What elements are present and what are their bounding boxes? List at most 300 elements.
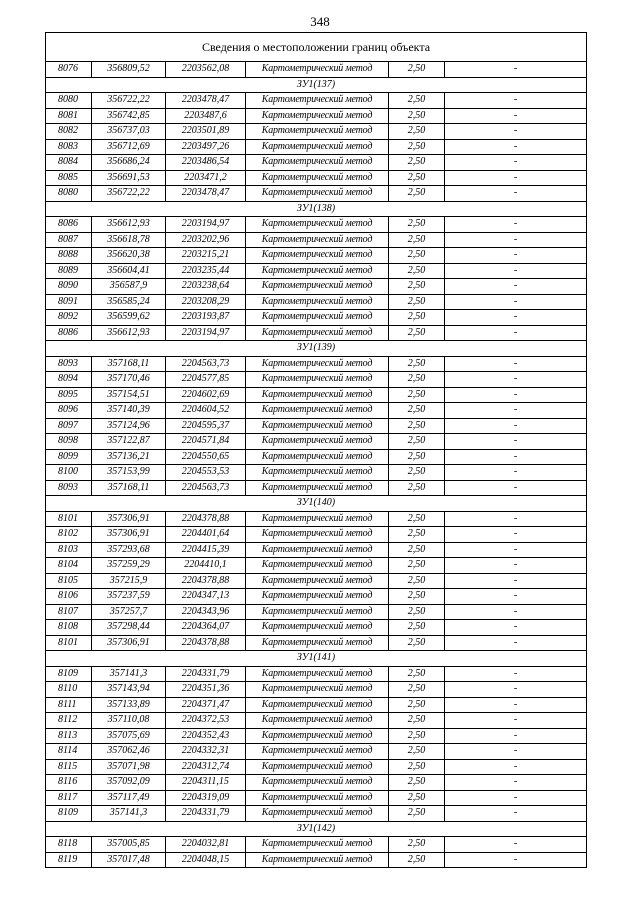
- description-cell: -: [445, 279, 587, 295]
- description-cell: -: [445, 775, 587, 791]
- method-cell: Картометрический метод: [246, 775, 389, 791]
- method-cell: Картометрический метод: [246, 728, 389, 744]
- method-cell: Картометрический метод: [246, 279, 389, 295]
- method-cell: Картометрический метод: [246, 434, 389, 450]
- y-coordinate-cell: 2203478,47: [166, 93, 246, 109]
- y-coordinate-cell: 2203487,6: [166, 108, 246, 124]
- y-coordinate-cell: 2203238,64: [166, 279, 246, 295]
- accuracy-cell: 2,50: [389, 279, 445, 295]
- description-cell: -: [445, 620, 587, 636]
- section-label: ЗУ1(139): [46, 341, 587, 357]
- accuracy-cell: 2,50: [389, 806, 445, 822]
- y-coordinate-cell: 2204311,15: [166, 775, 246, 791]
- table-row: [46, 310, 587, 326]
- x-coordinate-cell: 357110,08: [92, 713, 166, 729]
- method-cell: Картометрический метод: [246, 465, 389, 481]
- table-row: [46, 511, 587, 527]
- description-cell: -: [445, 790, 587, 806]
- accuracy-cell: 2,50: [389, 217, 445, 233]
- x-coordinate-cell: 357143,94: [92, 682, 166, 698]
- method-cell: Картометрический метод: [246, 186, 389, 202]
- accuracy-cell: 2,50: [389, 573, 445, 589]
- table-row: [46, 775, 587, 791]
- point-number-cell: 8092: [46, 310, 92, 326]
- method-cell: Картометрический метод: [246, 790, 389, 806]
- description-cell: -: [445, 682, 587, 698]
- x-coordinate-cell: 357133,89: [92, 697, 166, 713]
- description-cell: -: [445, 186, 587, 202]
- description-cell: -: [445, 248, 587, 264]
- x-coordinate-cell: 357259,29: [92, 558, 166, 574]
- description-cell: -: [445, 806, 587, 822]
- x-coordinate-cell: 356722,22: [92, 93, 166, 109]
- accuracy-cell: 2,50: [389, 294, 445, 310]
- method-cell: Картометрический метод: [246, 93, 389, 109]
- x-coordinate-cell: 357141,3: [92, 666, 166, 682]
- accuracy-cell: 2,50: [389, 527, 445, 543]
- section-label: ЗУ1(142): [46, 821, 587, 837]
- y-coordinate-cell: 2204604,52: [166, 403, 246, 419]
- x-coordinate-cell: 357017,48: [92, 852, 166, 868]
- x-coordinate-cell: 356587,9: [92, 279, 166, 295]
- accuracy-cell: 2,50: [389, 325, 445, 341]
- method-cell: Картометрический метод: [246, 682, 389, 698]
- point-number-cell: 8102: [46, 527, 92, 543]
- x-coordinate-cell: 356599,62: [92, 310, 166, 326]
- table-title: Сведения о местоположении границ объекта: [46, 33, 587, 62]
- description-cell: -: [445, 697, 587, 713]
- accuracy-cell: 2,50: [389, 635, 445, 651]
- description-cell: -: [445, 372, 587, 388]
- y-coordinate-cell: 2204319,09: [166, 790, 246, 806]
- description-cell: -: [445, 263, 587, 279]
- table-row: [46, 186, 587, 202]
- section-header-row: [46, 496, 587, 512]
- table-row: [46, 170, 587, 186]
- x-coordinate-cell: 357071,98: [92, 759, 166, 775]
- table-row: [46, 108, 587, 124]
- table-row: [46, 589, 587, 605]
- method-cell: Картометрический метод: [246, 837, 389, 853]
- x-coordinate-cell: 356585,24: [92, 294, 166, 310]
- accuracy-cell: 2,50: [389, 728, 445, 744]
- x-coordinate-cell: 357257,7: [92, 604, 166, 620]
- description-cell: -: [445, 759, 587, 775]
- description-cell: -: [445, 93, 587, 109]
- x-coordinate-cell: 356742,85: [92, 108, 166, 124]
- description-cell: -: [445, 666, 587, 682]
- method-cell: Картометрический метод: [246, 403, 389, 419]
- table-row: [46, 713, 587, 729]
- description-cell: -: [445, 418, 587, 434]
- table-row: [46, 480, 587, 496]
- point-number-cell: 8080: [46, 93, 92, 109]
- point-number-cell: 8114: [46, 744, 92, 760]
- method-cell: Картометрический метод: [246, 527, 389, 543]
- table-row: [46, 124, 587, 140]
- description-cell: -: [445, 108, 587, 124]
- x-coordinate-cell: 356618,78: [92, 232, 166, 248]
- section-label: ЗУ1(141): [46, 651, 587, 667]
- method-cell: Картометрический метод: [246, 635, 389, 651]
- point-number-cell: 8081: [46, 108, 92, 124]
- method-cell: Картометрический метод: [246, 139, 389, 155]
- table-row: [46, 449, 587, 465]
- method-cell: Картометрический метод: [246, 217, 389, 233]
- y-coordinate-cell: 2204371,47: [166, 697, 246, 713]
- description-cell: -: [445, 589, 587, 605]
- method-cell: Картометрический метод: [246, 387, 389, 403]
- table-row: [46, 93, 587, 109]
- page-number: 348: [310, 14, 330, 29]
- x-coordinate-cell: 357298,44: [92, 620, 166, 636]
- y-coordinate-cell: 2203208,29: [166, 294, 246, 310]
- accuracy-cell: 2,50: [389, 356, 445, 372]
- method-cell: Картометрический метод: [246, 325, 389, 341]
- x-coordinate-cell: 356612,93: [92, 325, 166, 341]
- accuracy-cell: 2,50: [389, 62, 445, 78]
- section-label: ЗУ1(138): [46, 201, 587, 217]
- point-number-cell: 8094: [46, 372, 92, 388]
- accuracy-cell: 2,50: [389, 434, 445, 450]
- point-number-cell: 8097: [46, 418, 92, 434]
- table-row: [46, 263, 587, 279]
- point-number-cell: 8095: [46, 387, 92, 403]
- x-coordinate-cell: 357293,68: [92, 542, 166, 558]
- point-number-cell: 8119: [46, 852, 92, 868]
- method-cell: Картометрический метод: [246, 666, 389, 682]
- table-row: [46, 542, 587, 558]
- x-coordinate-cell: 356712,69: [92, 139, 166, 155]
- accuracy-cell: 2,50: [389, 232, 445, 248]
- y-coordinate-cell: 2203486,54: [166, 155, 246, 171]
- point-number-cell: 8080: [46, 186, 92, 202]
- table-row: [46, 527, 587, 543]
- point-number-cell: 8110: [46, 682, 92, 698]
- description-cell: -: [445, 744, 587, 760]
- description-cell: -: [445, 294, 587, 310]
- accuracy-cell: 2,50: [389, 465, 445, 481]
- section-header-row: [46, 201, 587, 217]
- accuracy-cell: 2,50: [389, 186, 445, 202]
- point-number-cell: 8101: [46, 635, 92, 651]
- table-row: [46, 356, 587, 372]
- accuracy-cell: 2,50: [389, 170, 445, 186]
- y-coordinate-cell: 2204415,39: [166, 542, 246, 558]
- method-cell: Картометрический метод: [246, 356, 389, 372]
- y-coordinate-cell: 2204378,88: [166, 573, 246, 589]
- point-number-cell: 8091: [46, 294, 92, 310]
- y-coordinate-cell: 2204352,43: [166, 728, 246, 744]
- method-cell: Картометрический метод: [246, 480, 389, 496]
- description-cell: -: [445, 356, 587, 372]
- accuracy-cell: 2,50: [389, 666, 445, 682]
- boundary-coordinates-table: [45, 32, 587, 868]
- description-cell: -: [445, 403, 587, 419]
- y-coordinate-cell: 2204550,65: [166, 449, 246, 465]
- y-coordinate-cell: 2204553,53: [166, 465, 246, 481]
- point-number-cell: 8108: [46, 620, 92, 636]
- method-cell: Картометрический метод: [246, 294, 389, 310]
- point-number-cell: 8089: [46, 263, 92, 279]
- description-cell: -: [445, 837, 587, 853]
- x-coordinate-cell: 356737,03: [92, 124, 166, 140]
- x-coordinate-cell: 357075,69: [92, 728, 166, 744]
- y-coordinate-cell: 2204048,15: [166, 852, 246, 868]
- accuracy-cell: 2,50: [389, 418, 445, 434]
- section-header-row: [46, 821, 587, 837]
- x-coordinate-cell: 357092,09: [92, 775, 166, 791]
- table-row: [46, 248, 587, 264]
- y-coordinate-cell: 2203497,26: [166, 139, 246, 155]
- description-cell: -: [445, 542, 587, 558]
- y-coordinate-cell: 2204378,88: [166, 635, 246, 651]
- table-row: [46, 744, 587, 760]
- point-number-cell: 8099: [46, 449, 92, 465]
- y-coordinate-cell: 2203478,47: [166, 186, 246, 202]
- x-coordinate-cell: 357306,91: [92, 635, 166, 651]
- point-number-cell: 8093: [46, 356, 92, 372]
- table-row: [46, 372, 587, 388]
- accuracy-cell: 2,50: [389, 697, 445, 713]
- accuracy-cell: 2,50: [389, 248, 445, 264]
- y-coordinate-cell: 2203562,08: [166, 62, 246, 78]
- table-row: [46, 635, 587, 651]
- table-row: [46, 790, 587, 806]
- table-row: [46, 418, 587, 434]
- point-number-cell: 8104: [46, 558, 92, 574]
- point-number-cell: 8098: [46, 434, 92, 450]
- point-number-cell: 8096: [46, 403, 92, 419]
- description-cell: -: [445, 480, 587, 496]
- x-coordinate-cell: 357136,21: [92, 449, 166, 465]
- point-number-cell: 8111: [46, 697, 92, 713]
- point-number-cell: 8085: [46, 170, 92, 186]
- method-cell: Картометрический метод: [246, 744, 389, 760]
- description-cell: -: [445, 511, 587, 527]
- description-cell: -: [445, 325, 587, 341]
- table-row: [46, 465, 587, 481]
- y-coordinate-cell: 2203215,21: [166, 248, 246, 264]
- table-row: [46, 155, 587, 171]
- point-number-cell: 8117: [46, 790, 92, 806]
- x-coordinate-cell: 357215,9: [92, 573, 166, 589]
- description-cell: -: [445, 387, 587, 403]
- table-row: [46, 759, 587, 775]
- y-coordinate-cell: 2204372,53: [166, 713, 246, 729]
- table-row: [46, 387, 587, 403]
- description-cell: -: [445, 62, 587, 78]
- y-coordinate-cell: 2204378,88: [166, 511, 246, 527]
- method-cell: Картометрический метод: [246, 542, 389, 558]
- description-cell: -: [445, 449, 587, 465]
- method-cell: Картометрический метод: [246, 418, 389, 434]
- y-coordinate-cell: 2204571,84: [166, 434, 246, 450]
- accuracy-cell: 2,50: [389, 620, 445, 636]
- accuracy-cell: 2,50: [389, 480, 445, 496]
- x-coordinate-cell: 357140,39: [92, 403, 166, 419]
- description-cell: -: [445, 217, 587, 233]
- description-cell: -: [445, 124, 587, 140]
- table-row: [46, 217, 587, 233]
- table-row: [46, 558, 587, 574]
- description-cell: -: [445, 139, 587, 155]
- description-cell: -: [445, 852, 587, 868]
- y-coordinate-cell: 2204563,73: [166, 480, 246, 496]
- point-number-cell: 8112: [46, 713, 92, 729]
- point-number-cell: 8118: [46, 837, 92, 853]
- accuracy-cell: 2,50: [389, 542, 445, 558]
- x-coordinate-cell: 356691,53: [92, 170, 166, 186]
- description-cell: -: [445, 604, 587, 620]
- table-row: [46, 806, 587, 822]
- table-row: [46, 325, 587, 341]
- method-cell: Картометрический метод: [246, 852, 389, 868]
- point-number-cell: 8101: [46, 511, 92, 527]
- y-coordinate-cell: 2204347,13: [166, 589, 246, 605]
- point-number-cell: 8086: [46, 325, 92, 341]
- accuracy-cell: 2,50: [389, 775, 445, 791]
- table-row: [46, 697, 587, 713]
- description-cell: -: [445, 728, 587, 744]
- accuracy-cell: 2,50: [389, 713, 445, 729]
- table-row: [46, 139, 587, 155]
- point-number-cell: 8093: [46, 480, 92, 496]
- point-number-cell: 8109: [46, 666, 92, 682]
- accuracy-cell: 2,50: [389, 558, 445, 574]
- y-coordinate-cell: 2204595,37: [166, 418, 246, 434]
- y-coordinate-cell: 2203235,44: [166, 263, 246, 279]
- description-cell: -: [445, 434, 587, 450]
- method-cell: Картометрический метод: [246, 108, 389, 124]
- point-number-cell: 8083: [46, 139, 92, 155]
- y-coordinate-cell: 2204332,31: [166, 744, 246, 760]
- point-number-cell: 8116: [46, 775, 92, 791]
- point-number-cell: 8084: [46, 155, 92, 171]
- table-row: [46, 620, 587, 636]
- description-cell: -: [445, 170, 587, 186]
- method-cell: Картометрический метод: [246, 310, 389, 326]
- method-cell: Картометрический метод: [246, 713, 389, 729]
- method-cell: Картометрический метод: [246, 558, 389, 574]
- accuracy-cell: 2,50: [389, 604, 445, 620]
- accuracy-cell: 2,50: [389, 744, 445, 760]
- y-coordinate-cell: 2203501,89: [166, 124, 246, 140]
- y-coordinate-cell: 2203194,97: [166, 217, 246, 233]
- accuracy-cell: 2,50: [389, 511, 445, 527]
- y-coordinate-cell: 2204364,07: [166, 620, 246, 636]
- x-coordinate-cell: 357170,46: [92, 372, 166, 388]
- accuracy-cell: 2,50: [389, 403, 445, 419]
- section-label: ЗУ1(140): [46, 496, 587, 512]
- point-number-cell: 8115: [46, 759, 92, 775]
- table-title-row: [46, 33, 587, 62]
- x-coordinate-cell: 357168,11: [92, 356, 166, 372]
- point-number-cell: 8109: [46, 806, 92, 822]
- section-header-row: [46, 341, 587, 357]
- table-row: [46, 403, 587, 419]
- description-cell: -: [445, 155, 587, 171]
- y-coordinate-cell: 2204563,73: [166, 356, 246, 372]
- y-coordinate-cell: 2203193,87: [166, 310, 246, 326]
- y-coordinate-cell: 2204602,69: [166, 387, 246, 403]
- x-coordinate-cell: 356612,93: [92, 217, 166, 233]
- description-cell: -: [445, 465, 587, 481]
- y-coordinate-cell: 2203202,96: [166, 232, 246, 248]
- y-coordinate-cell: 2204331,79: [166, 666, 246, 682]
- accuracy-cell: 2,50: [389, 449, 445, 465]
- accuracy-cell: 2,50: [389, 372, 445, 388]
- method-cell: Картометрический метод: [246, 62, 389, 78]
- accuracy-cell: 2,50: [389, 124, 445, 140]
- x-coordinate-cell: 357124,96: [92, 418, 166, 434]
- y-coordinate-cell: 2204312,74: [166, 759, 246, 775]
- point-number-cell: 8086: [46, 217, 92, 233]
- x-coordinate-cell: 357168,11: [92, 480, 166, 496]
- method-cell: Картометрический метод: [246, 124, 389, 140]
- description-cell: -: [445, 635, 587, 651]
- point-number-cell: 8113: [46, 728, 92, 744]
- x-coordinate-cell: 357141,3: [92, 806, 166, 822]
- section-header-row: [46, 77, 587, 93]
- method-cell: Картометрический метод: [246, 449, 389, 465]
- table-row: [46, 682, 587, 698]
- x-coordinate-cell: 356722,22: [92, 186, 166, 202]
- point-number-cell: 8076: [46, 62, 92, 78]
- method-cell: Картометрический метод: [246, 697, 389, 713]
- accuracy-cell: 2,50: [389, 139, 445, 155]
- x-coordinate-cell: 356620,38: [92, 248, 166, 264]
- point-number-cell: 8087: [46, 232, 92, 248]
- accuracy-cell: 2,50: [389, 837, 445, 853]
- method-cell: Картометрический метод: [246, 511, 389, 527]
- accuracy-cell: 2,50: [389, 589, 445, 605]
- description-cell: -: [445, 310, 587, 326]
- accuracy-cell: 2,50: [389, 759, 445, 775]
- table-row: [46, 62, 587, 78]
- accuracy-cell: 2,50: [389, 108, 445, 124]
- method-cell: Картометрический метод: [246, 232, 389, 248]
- table-body: [46, 33, 587, 868]
- table-row: [46, 232, 587, 248]
- x-coordinate-cell: 357005,85: [92, 837, 166, 853]
- method-cell: Картометрический метод: [246, 263, 389, 279]
- table-row: [46, 666, 587, 682]
- point-number-cell: 8090: [46, 279, 92, 295]
- y-coordinate-cell: 2204032,81: [166, 837, 246, 853]
- description-cell: -: [445, 527, 587, 543]
- accuracy-cell: 2,50: [389, 682, 445, 698]
- method-cell: Картометрический метод: [246, 170, 389, 186]
- table-row: [46, 294, 587, 310]
- accuracy-cell: 2,50: [389, 790, 445, 806]
- method-cell: Картометрический метод: [246, 573, 389, 589]
- x-coordinate-cell: 356809,52: [92, 62, 166, 78]
- y-coordinate-cell: 2203194,97: [166, 325, 246, 341]
- y-coordinate-cell: 2204331,79: [166, 806, 246, 822]
- table-row: [46, 604, 587, 620]
- method-cell: Картометрический метод: [246, 589, 389, 605]
- table-row: [46, 852, 587, 868]
- method-cell: Картометрический метод: [246, 372, 389, 388]
- x-coordinate-cell: 357237,59: [92, 589, 166, 605]
- section-label: ЗУ1(137): [46, 77, 587, 93]
- accuracy-cell: 2,50: [389, 93, 445, 109]
- point-number-cell: 8106: [46, 589, 92, 605]
- method-cell: Картометрический метод: [246, 248, 389, 264]
- y-coordinate-cell: 2204577,85: [166, 372, 246, 388]
- description-cell: -: [445, 558, 587, 574]
